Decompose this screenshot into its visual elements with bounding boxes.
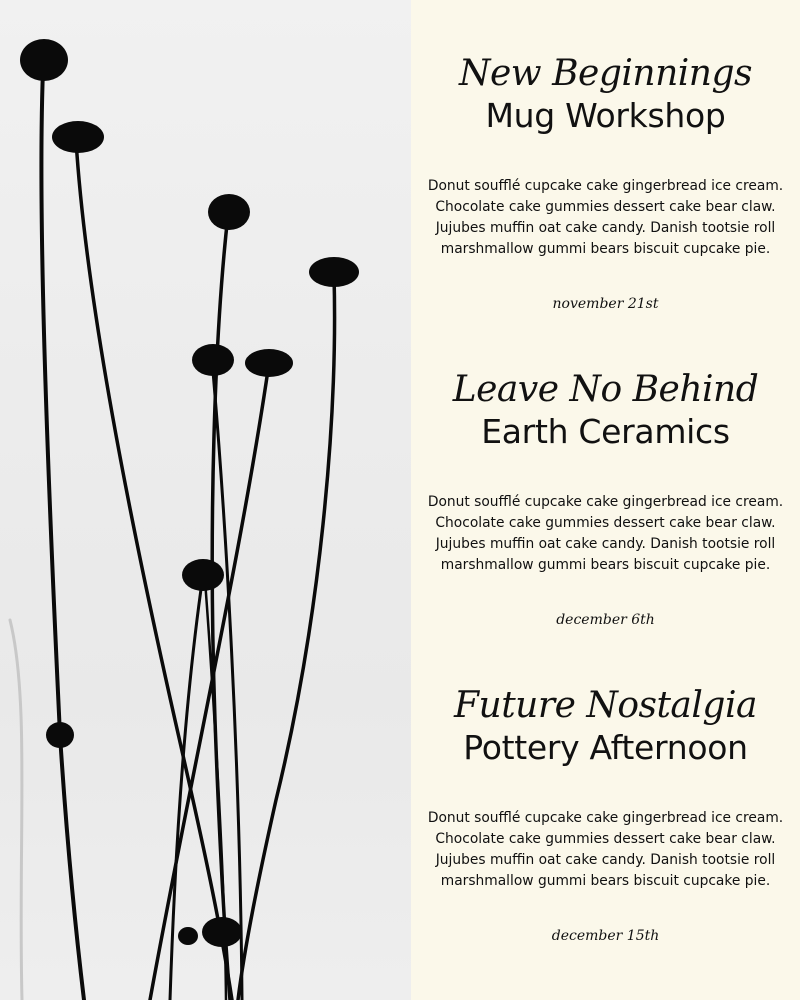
event-description-line: Donut soufflé cupcake cake gingerbread ice cream. [427, 810, 784, 826]
event-description-line: Chocolate cake gummies dessert cake bear claw. [435, 199, 776, 215]
flower-head [309, 257, 359, 287]
event-title: Mug Workshop [485, 96, 726, 135]
event-description-line: marshmallow gummi bears biscuit cupcake pie. [440, 873, 771, 889]
event-title: Earth Ceramics [481, 412, 730, 451]
event-date: december 6th [556, 612, 655, 628]
flower-head [52, 121, 104, 153]
flower-head [202, 917, 242, 947]
event-card [411, 368, 800, 630]
event-description-line: Chocolate cake gummies dessert cake bear claw. [435, 515, 776, 531]
event-date: december 15th [551, 928, 660, 944]
event-card [411, 52, 800, 314]
flower-head [46, 722, 74, 748]
flower-head [245, 349, 293, 377]
event-description [411, 492, 800, 576]
flower-head [182, 559, 224, 591]
event-description-line: Donut soufflé cupcake cake gingerbread ice cream. [427, 178, 784, 194]
flower-stem [10, 620, 22, 1000]
event-description-line: Jujubes muffin oat cake candy. Danish tootsie roll [435, 852, 776, 868]
flower-head [20, 39, 68, 81]
flower-head [208, 194, 250, 230]
flower-stem [41, 70, 84, 1000]
event-description-line: marshmallow gummi bears biscuit cupcake pie. [440, 241, 771, 257]
event-description-line: Chocolate cake gummies dessert cake bear claw. [435, 831, 776, 847]
event-script-title: Future Nostalgia [454, 685, 757, 726]
flower-stem [238, 275, 335, 1000]
event-description-line: marshmallow gummi bears biscuit cupcake pie. [440, 557, 771, 573]
event-description [411, 808, 800, 892]
events-panel [411, 0, 800, 1000]
event-title: Pottery Afternoon [463, 728, 748, 767]
event-script-title: New Beginnings [459, 53, 752, 94]
event-script-title: Leave No Behind [452, 369, 759, 410]
event-description-line: Jujubes muffin oat cake candy. Danish tootsie roll [435, 220, 776, 236]
event-description [411, 176, 800, 260]
event-date: november 21st [552, 296, 659, 312]
flower-head [178, 927, 198, 945]
event-description-line: Donut soufflé cupcake cake gingerbread ice cream. [427, 494, 784, 510]
event-description-line: Jujubes muffin oat cake candy. Danish tootsie roll [435, 536, 776, 552]
event-card [411, 684, 800, 946]
flower-head [192, 344, 234, 376]
